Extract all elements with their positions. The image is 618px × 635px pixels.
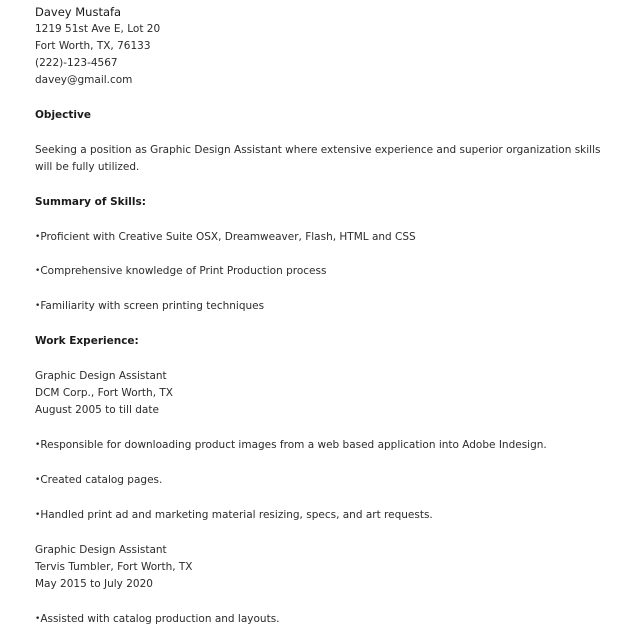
- bullet-icon: •: [35, 440, 41, 450]
- skill-text: Familiarity with screen printing techniques: [40, 300, 265, 312]
- contact-block: [35, 4, 160, 89]
- skill-item: [35, 229, 416, 246]
- job-bullet: [35, 507, 433, 524]
- job-entry: [35, 542, 193, 593]
- job-bullet: [35, 472, 162, 489]
- address-line-1: 1219 51st Ave E, Lot 20: [35, 23, 161, 35]
- job-bullet: [35, 611, 280, 628]
- applicant-name: Davey Mustafa: [35, 5, 122, 19]
- bullet-icon: •: [35, 475, 41, 485]
- job-dates: May 2015 to July 2020: [35, 578, 153, 590]
- phone-number: (222)-123-4567: [35, 57, 118, 69]
- job-title: Graphic Design Assistant: [35, 544, 167, 556]
- email-address: davey@gmail.com: [35, 74, 133, 86]
- job-bullet-text: Created catalog pages.: [40, 474, 163, 486]
- job-bullet: [35, 437, 547, 454]
- job-dates: August 2005 to till date: [35, 404, 159, 416]
- experience-heading: Work Experience:: [35, 335, 139, 347]
- job-company: DCM Corp., Fort Worth, TX: [35, 387, 173, 399]
- job-company: Tervis Tumbler, Fort Worth, TX: [35, 561, 193, 573]
- objective-heading: Objective: [35, 109, 91, 121]
- skills-heading: Summary of Skills:: [35, 196, 146, 208]
- bullet-icon: •: [35, 301, 41, 311]
- job-bullet-text: Handled print ad and marketing material resizing, specs, and art requests.: [40, 509, 433, 521]
- objective-text: Seeking a position as Graphic Design Assistant where extensive experience and superior organization skills will be fully utilized.: [35, 144, 601, 173]
- bullet-icon: •: [35, 510, 41, 520]
- job-title: Graphic Design Assistant: [35, 370, 167, 382]
- bullet-icon: •: [35, 266, 41, 276]
- skill-text: Proficient with Creative Suite OSX, Dreamweaver, Flash, HTML and CSS: [40, 231, 416, 243]
- skill-text: Comprehensive knowledge of Print Production process: [40, 265, 327, 277]
- address-line-2: Fort Worth, TX, 76133: [35, 40, 151, 52]
- job-bullet-text: Assisted with catalog production and layouts.: [40, 613, 280, 625]
- job-bullet-text: Responsible for downloading product images from a web based application into Adobe Indesign.: [40, 439, 547, 451]
- skill-item: [35, 298, 264, 315]
- skill-item: [35, 263, 326, 280]
- bullet-icon: •: [35, 232, 41, 242]
- job-entry: [35, 368, 173, 419]
- bullet-icon: •: [35, 614, 41, 624]
